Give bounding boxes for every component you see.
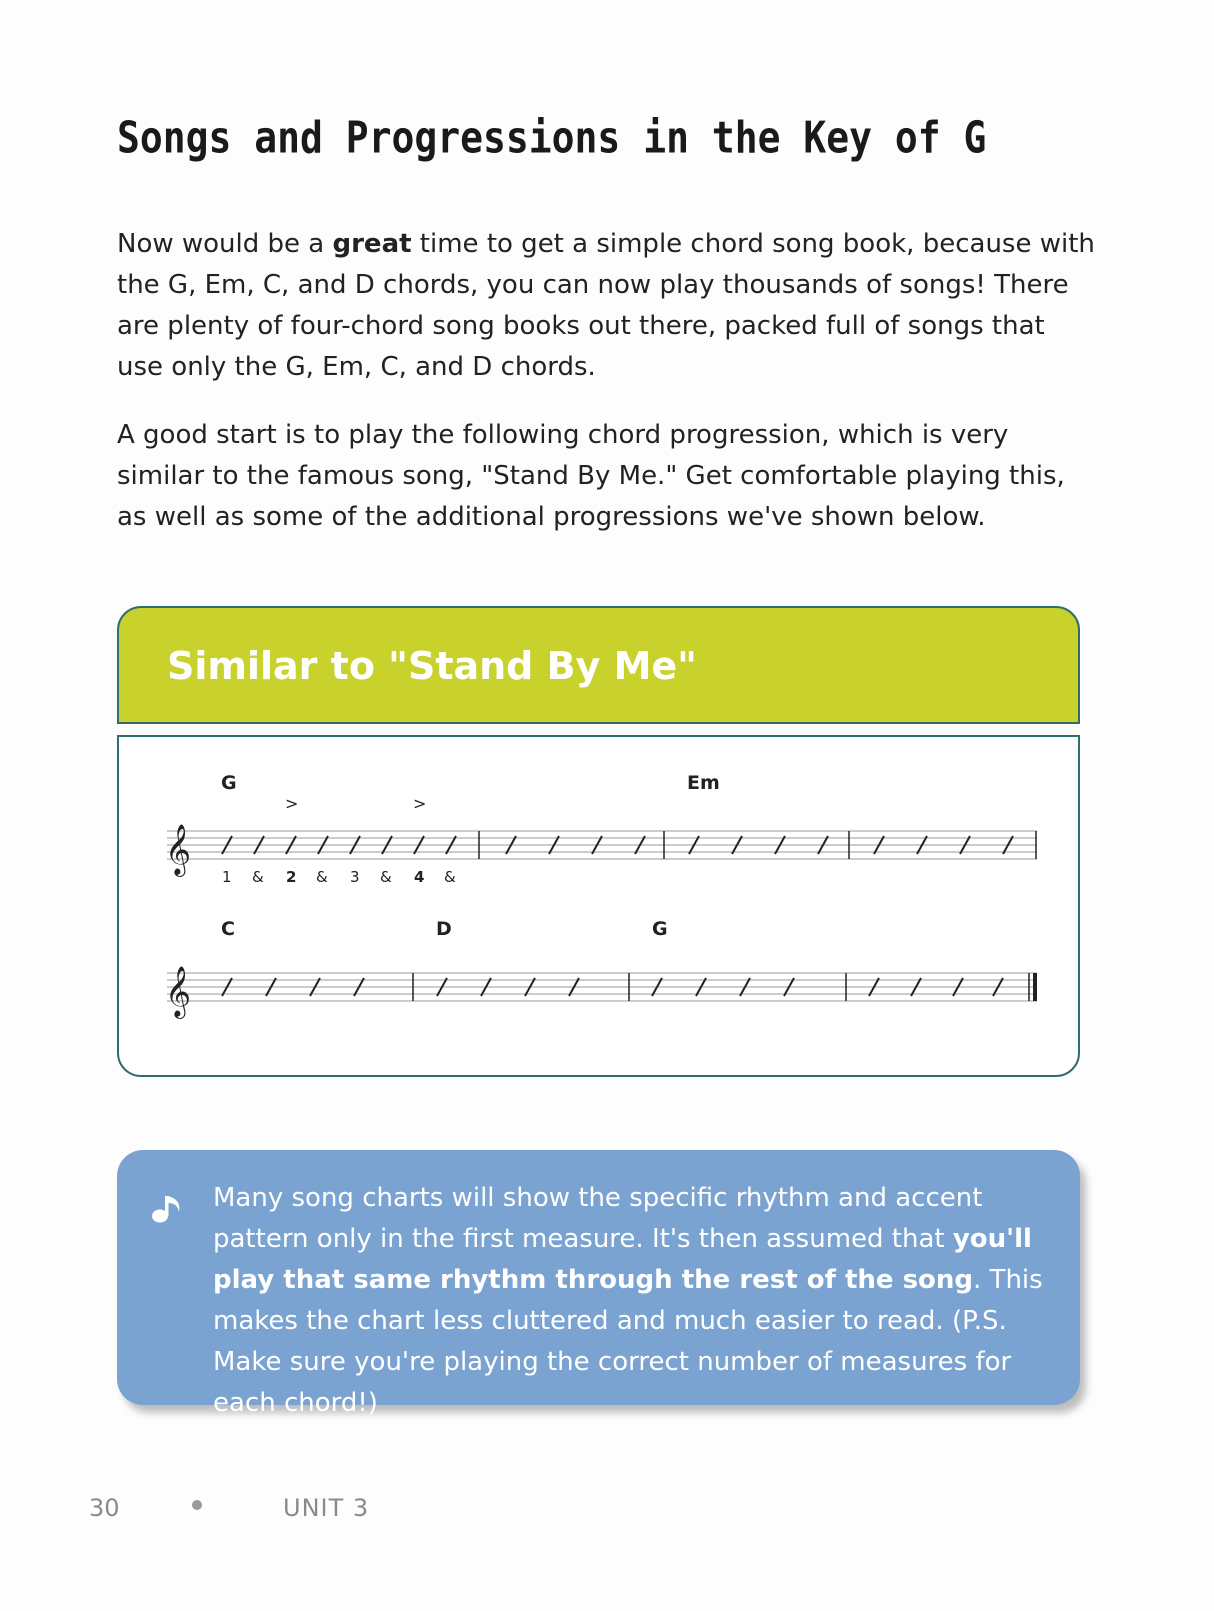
- chord-label: G: [221, 772, 237, 794]
- chord-label: C: [221, 918, 235, 940]
- accent-mark: >: [285, 794, 299, 813]
- page-title: Songs and Progressions in the Key of G: [117, 112, 987, 163]
- chord-chart: [119, 737, 1082, 1079]
- tip-text-start: Many song charts will show the specific rhythm and accent pattern only in the first measure. It's then assumed that: [213, 1183, 983, 1254]
- count-label: 3: [350, 868, 360, 886]
- song-card-header: [117, 606, 1080, 724]
- tip-text: [213, 1178, 1063, 1424]
- count-label: 2: [286, 868, 297, 886]
- beat-counts: [222, 868, 456, 886]
- page-number: 30: [89, 1494, 120, 1522]
- count-label: &: [316, 868, 328, 886]
- tip-text-end: . This makes the chart less cluttered and much easier to read. (P.S. Make sure you're playing the correct number of measures for each chord!): [213, 1265, 1043, 1418]
- count-label: 4: [414, 868, 425, 886]
- count-label: 1: [222, 868, 232, 886]
- chord-label: G: [652, 918, 668, 940]
- song-card-body: [117, 735, 1080, 1077]
- count-label: &: [252, 868, 264, 886]
- intro-text-end: time to get a simple chord song book, because with the G, Em, C, and D chords, you can now play thousands of songs! There are plenty of four-chord song books out there, packed full of songs that use only the G, Em, C, and D chords.: [117, 229, 1095, 382]
- staff-row-2: [167, 973, 1037, 1001]
- count-label: &: [380, 868, 392, 886]
- treble-clef-icon: 𝄞: [165, 824, 192, 875]
- footer-bullet: [192, 1500, 202, 1510]
- chord-label: Em: [687, 772, 720, 794]
- song-card-title: Similar to "Stand By Me": [167, 644, 697, 688]
- unit-label: UNIT 3: [283, 1494, 370, 1522]
- staff-row-1: [167, 831, 1037, 859]
- final-barline: [1033, 973, 1037, 1001]
- intro-text-start: Now would be a: [117, 229, 333, 259]
- tip-callout: [117, 1150, 1080, 1418]
- music-note-icon: [151, 1192, 183, 1224]
- accent-mark: >: [413, 794, 427, 813]
- intro-emphasis: great: [332, 229, 412, 259]
- progression-paragraph: A good start is to play the following chord progression, which is very similar to the famous song, "Stand By Me." Get comfortable playing this, as well as some of the additional progressions we've shown below.: [117, 420, 1065, 532]
- tip-emphasis: you'll play that same rhythm through the rest of the song: [213, 1224, 1032, 1295]
- chord-label: D: [436, 918, 452, 940]
- intro-paragraph: [117, 224, 1097, 388]
- count-label: &: [444, 868, 456, 886]
- treble-clef-icon: 𝄞: [165, 966, 192, 1017]
